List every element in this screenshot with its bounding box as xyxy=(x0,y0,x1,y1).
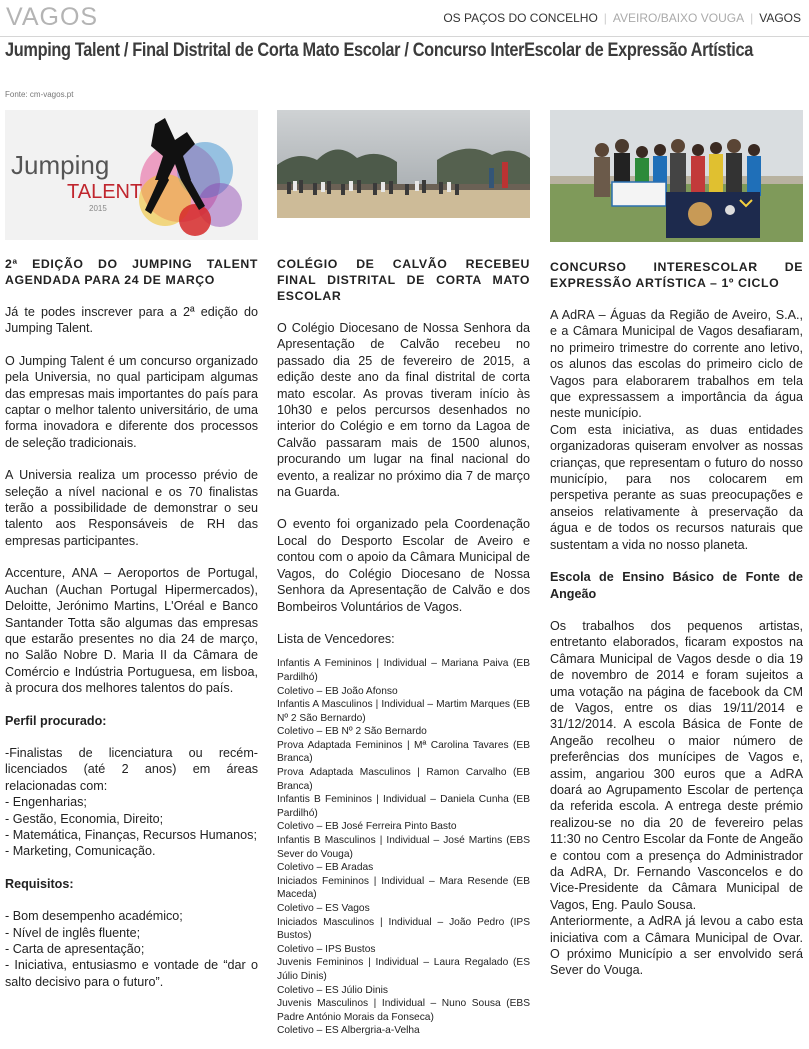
paragraph: A AdRA – Águas da Região de Aveiro, S.A., e a Câmara Municipal de Vagos desafiaram, no primeiro trimestre do corrente ano letivo, os alunos das escolas do primeiro ciclo de Vagos para elaborarem trabalhos em tela que expressassem a importância da água neste município. xyxy=(550,308,803,421)
list-item: Infantis A Femininos | Individual – Mariana Paiva (EB Pardilhó) xyxy=(277,658,530,683)
section-heading-requisitos: Requisitos: xyxy=(5,876,74,891)
paragraph: Accenture, ANA – Aeroportos de Portugal, Auchan (Auchan Portugal Hipermercados), Deloitte, Jerónimo Martins, L'Oréal e Banco Santander Totta são algumas das empresas que estarão presentes no dia 24 de março, no Salão Nobre D. Maria II da Câmara de Comércio e Indústria Portuguesa, em lisboa, à procura dos melhores talentos do país. xyxy=(5,566,258,696)
nav-aveiro-baixo-vouga[interactable]: AVEIRO/BAIXO VOUGA xyxy=(612,11,745,25)
nav-separator: | xyxy=(603,11,607,25)
list-item: - Carta de apresentação; xyxy=(5,942,145,956)
winners-list xyxy=(277,657,530,1038)
article-jumping-talent xyxy=(5,110,258,990)
list-item: -Finalistas de licenciatura ou recém-licenciados (até 2 anos) em áreas relacionadas com: xyxy=(5,745,258,793)
group-photo xyxy=(550,110,803,242)
section-heading-vencedores: Lista de Vencedores: xyxy=(277,631,395,646)
article-corta-mato xyxy=(277,110,530,1038)
page-headline: Jumping Talent / Final Distrital de Corta Mato Escolar / Concurso InterEscolar de Expressão Artística xyxy=(5,40,753,61)
list-item: - Matemática, Finanças, Recursos Humanos; xyxy=(5,827,257,842)
list-item: - Gestão, Economia, Direito; xyxy=(5,811,164,826)
list-item: - Nível de inglês fluente; xyxy=(5,925,141,940)
paragraph: O Colégio Diocesano de Nossa Senhora da Apresentação de Calvão recebeu no passado dia 25 de fevereiro de 2015, a edição deste ano da final distrital de corta mato escolar. As provas tiveram início às 10h30 e pelos percursos desenhados no interior do Colégio e em torno da Lagoa de Calvão passaram mais de 1500 alunos, procurando um lugar na final nacional do evento, a realizar no próximo dia 7 de março na Guarda. xyxy=(277,321,530,500)
article-title[interactable]: CONCURSO INTERESCOLAR DE EXPRESSÃO ARTÍSTICA – 1º CICLO xyxy=(550,260,803,290)
list-item: Coletivo – EB José Ferreira Pinto Basto xyxy=(277,821,457,833)
list-item: Coletivo – ES Vagos xyxy=(277,903,370,914)
nav-paços-concelho[interactable]: OS PAÇOS DO CONCELHO xyxy=(443,11,598,25)
section-heading-escola: Escola de Ensino Básico de Fonte de Angeão xyxy=(550,570,803,601)
list-item: Coletivo – EB João Afonso xyxy=(277,685,398,697)
list-item: - Marketing, Comunicação. xyxy=(5,844,156,859)
list-item: Iniciados Femininos | Individual – Mara Resende (EB Maceda) xyxy=(277,875,530,901)
paragraph: A Universia realiza um processo prévio de seleção a nível nacional e os 70 finalistas terão a possibilidade de demonstrar o seu talento aos Responsáveis de RH das empresas participantes. xyxy=(5,468,258,548)
list-item: Infantis B Femininos | Individual – Daniela Cunha (EB Pardilhó) xyxy=(277,794,530,819)
cross-country-race-photo xyxy=(277,110,530,240)
list-item: Coletivo – EB Aradas xyxy=(277,862,374,874)
list-item: Iniciados Masculinos | Individual – João Pedro (IPS Bustos) xyxy=(277,916,530,942)
nav-separator: | xyxy=(750,11,754,25)
list-item: Coletivo – EB Nº 2 São Bernardo xyxy=(277,726,427,738)
logo-word-talent: TALENT xyxy=(67,181,143,203)
list-item: Coletivo – ES Albergria-a-Velha xyxy=(277,1025,420,1037)
paragraph: O evento foi organizado pela Coordenação Local do Desporto Escolar de Aveiro e contou com o apoio da Câmara Municipal de Vagos, do Colégio Diocesano de Nossa Senhora da Apresentação de Calvão e dos Bombeiros Voluntários de Vagos. xyxy=(277,517,530,614)
list-item: Coletivo – IPS Bustos xyxy=(277,943,376,955)
breadcrumb-nav xyxy=(443,11,801,25)
paragraph: Já te podes inscrever para a 2ª edição do Jumping Talent. xyxy=(5,305,258,336)
paragraph: Com esta iniciativa, as duas entidades organizadoras quiseram envolver as nossas crianças, que representam o futuro do nosso município, para nos colocarem em perspetiva perante as suas preocupações e anseios relativamente à preservação da água e de todos os recursos naturais que sustentam a vida no nosso planeta. xyxy=(550,422,803,552)
article-title[interactable]: 2ª EDIÇÃO DO JUMPING TALENT AGENDADA PARA 24 DE MARÇO xyxy=(5,257,258,287)
jumping-talent-logo-image xyxy=(5,110,258,240)
top-bar xyxy=(0,0,809,37)
article-expressao-artistica xyxy=(550,110,803,979)
list-item: Juvenis Femininos | Individual – Laura Regalado (ES Júlio Dinis) xyxy=(277,957,530,982)
list-item: Prova Adaptada Masculinos | Ramon Carvalho (EB Branca) xyxy=(277,767,530,792)
paragraph: O Jumping Talent é um concurso organizado pela Universia, no qual participam algumas das empresas mais importantes do país para captar o melhor talento universitário, de uma forma inovadora e diferente dos processos de seleção tradicionais. xyxy=(5,353,258,450)
logo-word-jumping: Jumping xyxy=(11,150,110,180)
article-title[interactable]: COLÉGIO DE CALVÃO RECEBEU FINAL DISTRITAL DE CORTA MATO ESCOLAR xyxy=(277,257,530,303)
list-item: Prova Adaptada Femininos | Mª Carolina Tavares (EB Branca) xyxy=(277,739,530,765)
source-note: Fonte: cm-vagos.pt xyxy=(5,90,74,99)
list-item: - Engenharias; xyxy=(5,795,87,810)
list-item: Coletivo – ES Júlio Dinis xyxy=(277,984,388,996)
paragraph: Anteriormente, a AdRA já levou a cabo esta iniciativa com a Câmara Municipal de Ovar. O próximo Município a ser envolvido será Sever do Vouga. xyxy=(550,914,803,978)
logo-year: 2015 xyxy=(89,204,107,213)
list-item: Juvenis Masculinos | Individual – Nuno Sousa (EBS Padre António Morais da Fonseca) xyxy=(277,998,530,1023)
nav-vagos[interactable]: VAGOS xyxy=(759,11,801,25)
list-item: Infantis B Masculinos | Individual – José Martins (EBS Sever do Vouga) xyxy=(277,835,530,860)
list-item: - Iniciativa, entusiasmo e vontade de “dar o salto decisivo para o futuro”. xyxy=(5,958,258,989)
section-heading-perfil: Perfil procurado: xyxy=(5,713,107,728)
list-item: Infantis A Masculinos | Individual – Martim Marques (EB Nº 2 São Bernardo) xyxy=(277,699,530,724)
paragraph: Os trabalhos dos pequenos artistas, entretanto elaborados, ficaram expostos na Câmara Municipal de Vagos desde o dia 19 de novembro de 2014 e foram sujeitos a uma votação na página de facebook da CM de Vagos, entre os dias 19/11/2014 e 31/12/2014. A escola Básica de Fonte de Angeão recolheu o maior número de preferências dos munícipes de Vagos e, assim, angariou 300 euros que a AdRA doará ao Agrupamento Escolar de pertença da referida escola. A entrega deste prémio realizou-se no dia 20 de fevereiro pelas 11:30 no Centro Escolar da Fonte de Angeão e contou com a presença do Administrador da AdRA, Dr. Fernando Vasconcelos e do Vice-Presidente da Câmara Municipal de Vagos, Eng. Paulo Sousa. xyxy=(550,618,803,912)
list-item: - Bom desempenho académico; xyxy=(5,909,183,924)
site-brand[interactable]: VAGOS xyxy=(6,3,99,31)
